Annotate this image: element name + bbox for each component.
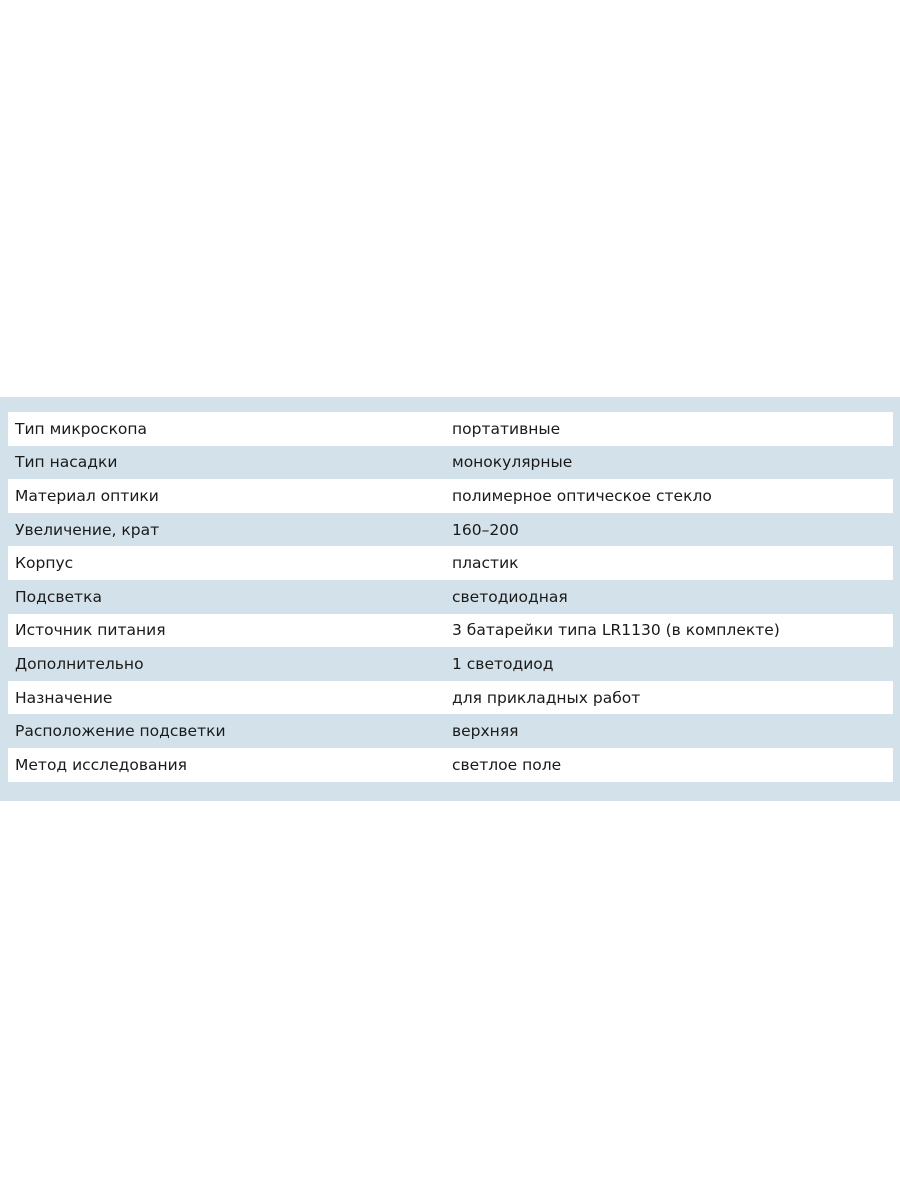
spec-label: Расположение подсветки xyxy=(8,714,445,748)
spec-value: 1 светодиод xyxy=(445,647,893,681)
table-row xyxy=(8,513,893,547)
spec-label: Корпус xyxy=(8,546,445,580)
spec-value: пластик xyxy=(445,546,893,580)
spec-value: для прикладных работ xyxy=(445,681,893,715)
table-row xyxy=(8,446,893,480)
spec-value: 3 батарейки типа LR1130 (в комплекте) xyxy=(445,614,893,648)
table-row xyxy=(8,681,893,715)
spec-value: верхняя xyxy=(445,714,893,748)
specs-panel xyxy=(0,397,900,801)
specs-table xyxy=(8,412,893,782)
spec-label: Дополнительно xyxy=(8,647,445,681)
spec-value: полимерное оптическое стекло xyxy=(445,479,893,513)
table-row xyxy=(8,748,893,782)
table-row xyxy=(8,614,893,648)
spec-value: 160–200 xyxy=(445,513,893,547)
spec-label: Подсветка xyxy=(8,580,445,614)
table-row xyxy=(8,546,893,580)
spec-label: Назначение xyxy=(8,681,445,715)
table-row xyxy=(8,714,893,748)
spec-label: Источник питания xyxy=(8,614,445,648)
spec-label: Метод исследования xyxy=(8,748,445,782)
table-row xyxy=(8,580,893,614)
table-row xyxy=(8,479,893,513)
spec-label: Тип насадки xyxy=(8,446,445,480)
spec-label: Материал оптики xyxy=(8,479,445,513)
spec-value: светодиодная xyxy=(445,580,893,614)
table-row xyxy=(8,412,893,446)
spec-value: монокулярные xyxy=(445,446,893,480)
spec-value: светлое поле xyxy=(445,748,893,782)
table-row xyxy=(8,647,893,681)
spec-value: портативные xyxy=(445,412,893,446)
spec-label: Тип микроскопа xyxy=(8,412,445,446)
spec-label: Увеличение, крат xyxy=(8,513,445,547)
